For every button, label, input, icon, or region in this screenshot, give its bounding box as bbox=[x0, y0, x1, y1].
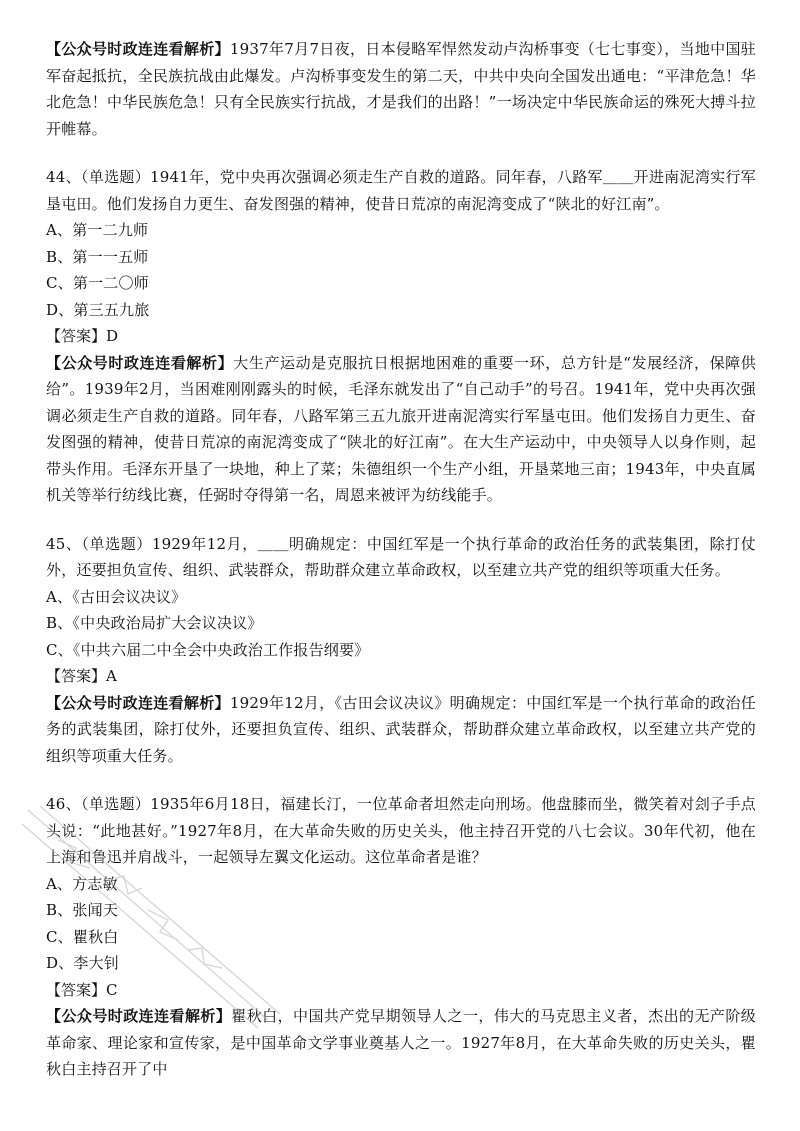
question-explanation bbox=[46, 350, 756, 509]
answer-label: 【答案】A bbox=[46, 667, 117, 685]
explanation-tag: 【公众号时政连连看解析】 bbox=[46, 1007, 232, 1025]
explanation-text: 1937年7月7日夜，日本侵略军悍然发动卢沟桥事变（七七事变），当地中国驻军奋起抵抗，全民族抗战由此爆发。卢沟桥事变发生的第二天，中共中央向全国发出通电：“平津危急！华北危急！中华民族危急！只有全民族实行抗战，才是我们的出路！”一场决定中华民族命运的殊死大搏斗拉开帷幕。 bbox=[46, 40, 756, 138]
explanation-tag: 【公众号时政连连看解析】 bbox=[46, 353, 234, 372]
option-c: C、《中共六届二中全会中央政治工作报告纲要》 bbox=[46, 640, 370, 659]
question-45 bbox=[46, 531, 756, 770]
option-c: C、第一二〇师 bbox=[46, 274, 149, 292]
question-stem: 46、（单选题）1935年6月18日，福建长汀，一位革命者坦然走向刑场。他盘膝而坐，微笑着对刽子手点头说：“此地甚好。”1927年8月，在大革命失败的历史关头，他主持召开党的八七会议。30年代初，他在上海和鲁迅并肩战斗，一起领导左翼文化运动。这位革命者是谁？ bbox=[46, 795, 756, 866]
option-b: B、《中央政治局扩大会议决议》 bbox=[46, 614, 263, 632]
option-d: D、李大钊 bbox=[46, 954, 120, 972]
question-stem: 44、（单选题）1941年，党中央再次强调必须走生产自救的道路。同年春，八路军＿＿开进南泥湾实行军垦屯田。他们发扬自力更生、奋发图强的精神，使昔日荒凉的南泥湾变成了“陕北的好江南”。 bbox=[46, 168, 756, 213]
explanation-text: 瞿秋白，中国共产党早期领导人之一，伟大的马克思主义者，杰出的无产阶级革命家、理论家和宣传家，是中国革命文学事业奠基人之一。1927年8月，在大革命失败的历史关头，瞿秋白主持召开了中 bbox=[46, 1007, 756, 1078]
question-44 bbox=[46, 164, 756, 509]
option-b: B、张闻天 bbox=[46, 901, 119, 919]
explanation-text: 1929年12月，《古田会议决议》明确规定：中国红军是一个执行革命的政治任务的武装集团，除打仗外，还要担负宣传、组织、武装群众，帮助群众建立革命政权，以至建立共产党的组织等项重大任务。 bbox=[46, 693, 756, 765]
answer-label: 【答案】D bbox=[46, 327, 119, 345]
explanation-tag: 【公众号时政连连看解析】 bbox=[46, 693, 230, 712]
q43-explanation bbox=[46, 36, 756, 142]
explanation-text: 大生产运动是克服抗日根据地困难的重要一环，总方针是“发展经济，保障供给”。1939年2月，当困难刚刚露头的时候，毛泽东就发出了“自己动手”的号召。1941年，党中央再次强调必须走生产自救的道路。同年春，八路军第三五九旅开进南泥湾实行军垦屯田。他们发扬自力更生、奋发图强的精神，使昔日荒凉的南泥湾变成了“陕北的好江南”。在大生产运动中，中央领导人以身作则，起带头作用。毛泽东开垦了一块地，种上了菜；朱德组织一个生产小组，开垦菜地三亩；1943年，中央直属机关等举行纺线比赛，任弼时夺得第一名，周恩来被评为纺线能手。 bbox=[46, 353, 756, 504]
answer-label: 【答案】C bbox=[46, 980, 118, 999]
option-a: A、方志敏 bbox=[46, 874, 118, 893]
question-46 bbox=[46, 791, 756, 1083]
question-explanation bbox=[46, 690, 756, 770]
question-explanation bbox=[46, 1003, 756, 1083]
question-stem: 45、（单选题）1929年12月，＿＿明确规定：中国红军是一个执行革命的政治任务的武装集团，除打仗外，还要担负宣传、组织、武装群众，帮助群众建立革命政权，以至建立共产党的组织等项重大任务。 bbox=[46, 534, 756, 579]
option-c: C、瞿秋白 bbox=[46, 927, 119, 946]
option-d: D、第三五九旅 bbox=[46, 300, 150, 319]
option-a: A、第一二九师 bbox=[46, 221, 149, 239]
explanation-tag: 【公众号时政连连看解析】 bbox=[46, 40, 230, 58]
option-b: B、第一一五师 bbox=[46, 247, 149, 266]
option-a: A、《古田会议决议》 bbox=[46, 587, 187, 606]
